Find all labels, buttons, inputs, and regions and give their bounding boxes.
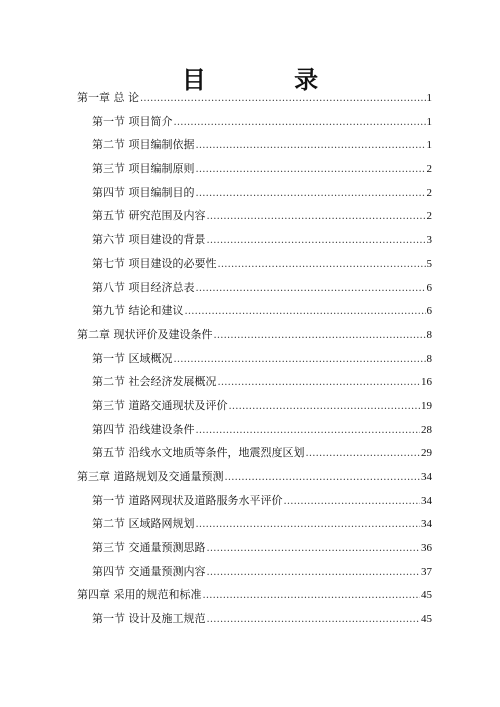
toc-dot-leader bbox=[207, 209, 426, 222]
toc-dot-leader bbox=[284, 494, 421, 507]
toc-dot-leader bbox=[203, 588, 421, 601]
toc-entry-label: 第六节 项目建设的背景 bbox=[92, 233, 206, 247]
toc-section-entry bbox=[77, 397, 432, 421]
toc-page-number: 45 bbox=[421, 613, 432, 626]
toc-page-number: 8 bbox=[426, 352, 432, 365]
toc-entry-label: 第二节 项目编制依据 bbox=[92, 138, 195, 152]
toc-section-entry bbox=[77, 373, 432, 397]
toc-dot-leader bbox=[225, 470, 421, 483]
toc-dot-leader bbox=[196, 186, 426, 199]
toc-entry-label: 第八节 项目经济总表 bbox=[92, 280, 195, 294]
toc-page-number: 34 bbox=[421, 518, 432, 531]
toc-entry-label: 第九节 结论和建议 bbox=[92, 304, 184, 318]
toc-chapter-entry bbox=[77, 326, 432, 350]
toc-section-entry bbox=[77, 136, 432, 160]
toc-section-entry bbox=[77, 279, 432, 303]
toc-dot-leader bbox=[196, 423, 421, 436]
toc-entry-label: 第七节 项目建设的必要性 bbox=[92, 256, 217, 270]
toc-page-number: 45 bbox=[421, 589, 432, 602]
toc-dot-leader bbox=[140, 91, 426, 104]
toc-dot-leader bbox=[196, 517, 421, 530]
toc-dot-leader bbox=[218, 375, 421, 388]
toc-dot-leader bbox=[196, 281, 426, 294]
toc-section-entry bbox=[77, 515, 432, 539]
toc-section-entry bbox=[77, 184, 432, 208]
toc-dot-leader bbox=[306, 446, 421, 459]
toc-entry-label: 第四章 采用的规范和标准 bbox=[77, 588, 202, 602]
toc-section-entry bbox=[77, 231, 432, 255]
toc-section-entry bbox=[77, 255, 432, 279]
table-of-contents bbox=[77, 89, 432, 634]
toc-dot-leader bbox=[196, 138, 426, 151]
toc-dot-leader bbox=[207, 565, 421, 578]
toc-section-entry bbox=[77, 610, 432, 634]
toc-entry-label: 第一节 区域概况 bbox=[92, 351, 173, 365]
toc-dot-leader bbox=[214, 328, 426, 341]
toc-page-number: 1 bbox=[426, 139, 432, 152]
page-title: 目 录 bbox=[181, 65, 359, 94]
toc-entry-label: 第五节 研究范围及内容 bbox=[92, 209, 206, 223]
toc-page-number: 2 bbox=[426, 210, 432, 223]
toc-entry-label: 第一节 设计及施工规范 bbox=[92, 612, 206, 626]
toc-page-number: 6 bbox=[426, 281, 432, 294]
toc-entry-label: 第四节 项目编制目的 bbox=[92, 185, 195, 199]
toc-page-number: 3 bbox=[426, 234, 432, 247]
toc-dot-leader bbox=[174, 352, 426, 365]
toc-page-number: 5 bbox=[426, 257, 432, 270]
toc-section-entry bbox=[77, 421, 432, 445]
toc-entry-label: 第一节 道路网现状及道路服务水平评价 bbox=[92, 493, 283, 507]
toc-page-number: 19 bbox=[421, 399, 432, 412]
toc-section-entry bbox=[77, 113, 432, 137]
toc-chapter-entry bbox=[77, 468, 432, 492]
toc-page-number: 37 bbox=[421, 565, 432, 578]
toc-section-entry bbox=[77, 160, 432, 184]
toc-page-number: 29 bbox=[421, 447, 432, 460]
toc-chapter-entry bbox=[77, 89, 432, 113]
toc-page-number: 2 bbox=[426, 186, 432, 199]
toc-section-entry bbox=[77, 539, 432, 563]
toc-entry-label: 第三章 道路规划及交通量预测 bbox=[77, 470, 224, 483]
toc-dot-leader bbox=[196, 162, 426, 175]
toc-page-number: 1 bbox=[426, 92, 432, 104]
toc-entry-label: 第三节 项目编制原则 bbox=[92, 162, 195, 176]
toc-entry-label: 第一节 项目简介 bbox=[92, 114, 173, 128]
toc-dot-leader bbox=[207, 612, 421, 625]
toc-page-number: 1 bbox=[426, 115, 432, 128]
toc-dot-leader bbox=[207, 233, 426, 246]
toc-page-number: 6 bbox=[426, 305, 432, 318]
toc-entry-label: 第二章 现状评价及建设条件 bbox=[77, 327, 213, 341]
toc-dot-leader bbox=[185, 304, 426, 317]
toc-entry-label: 第一章 总 论 bbox=[77, 91, 139, 104]
toc-section-entry bbox=[77, 492, 432, 516]
toc-page-number: 34 bbox=[421, 471, 432, 483]
toc-dot-leader bbox=[174, 115, 426, 128]
toc-dot-leader bbox=[218, 257, 426, 270]
toc-section-entry bbox=[77, 444, 432, 468]
toc-section-entry bbox=[77, 207, 432, 231]
toc-page-number: 28 bbox=[421, 423, 432, 436]
toc-page-number: 36 bbox=[421, 542, 432, 555]
toc-chapter-entry bbox=[77, 586, 432, 610]
toc-dot-leader bbox=[207, 541, 421, 554]
toc-entry-label: 第五节 沿线水文地质等条件，地震烈度区划 bbox=[92, 446, 305, 460]
toc-entry-label: 第三节 交通量预测思路 bbox=[92, 541, 206, 555]
toc-entry-label: 第二节 区域路网规划 bbox=[92, 517, 195, 531]
toc-entry-label: 第四节 交通量预测内容 bbox=[92, 564, 206, 578]
toc-section-entry bbox=[77, 350, 432, 374]
toc-section-entry bbox=[77, 302, 432, 326]
toc-page-number: 2 bbox=[426, 163, 432, 176]
toc-dot-leader bbox=[229, 399, 421, 412]
toc-entry-label: 第二节 社会经济发展概况 bbox=[92, 375, 217, 389]
toc-page-number: 16 bbox=[421, 376, 432, 389]
toc-entry-label: 第四节 沿线建设条件 bbox=[92, 422, 195, 436]
toc-page-number: 34 bbox=[421, 494, 432, 507]
toc-section-entry bbox=[77, 563, 432, 587]
toc-entry-label: 第三节 道路交通现状及评价 bbox=[92, 398, 228, 412]
toc-page-number: 8 bbox=[426, 328, 432, 341]
